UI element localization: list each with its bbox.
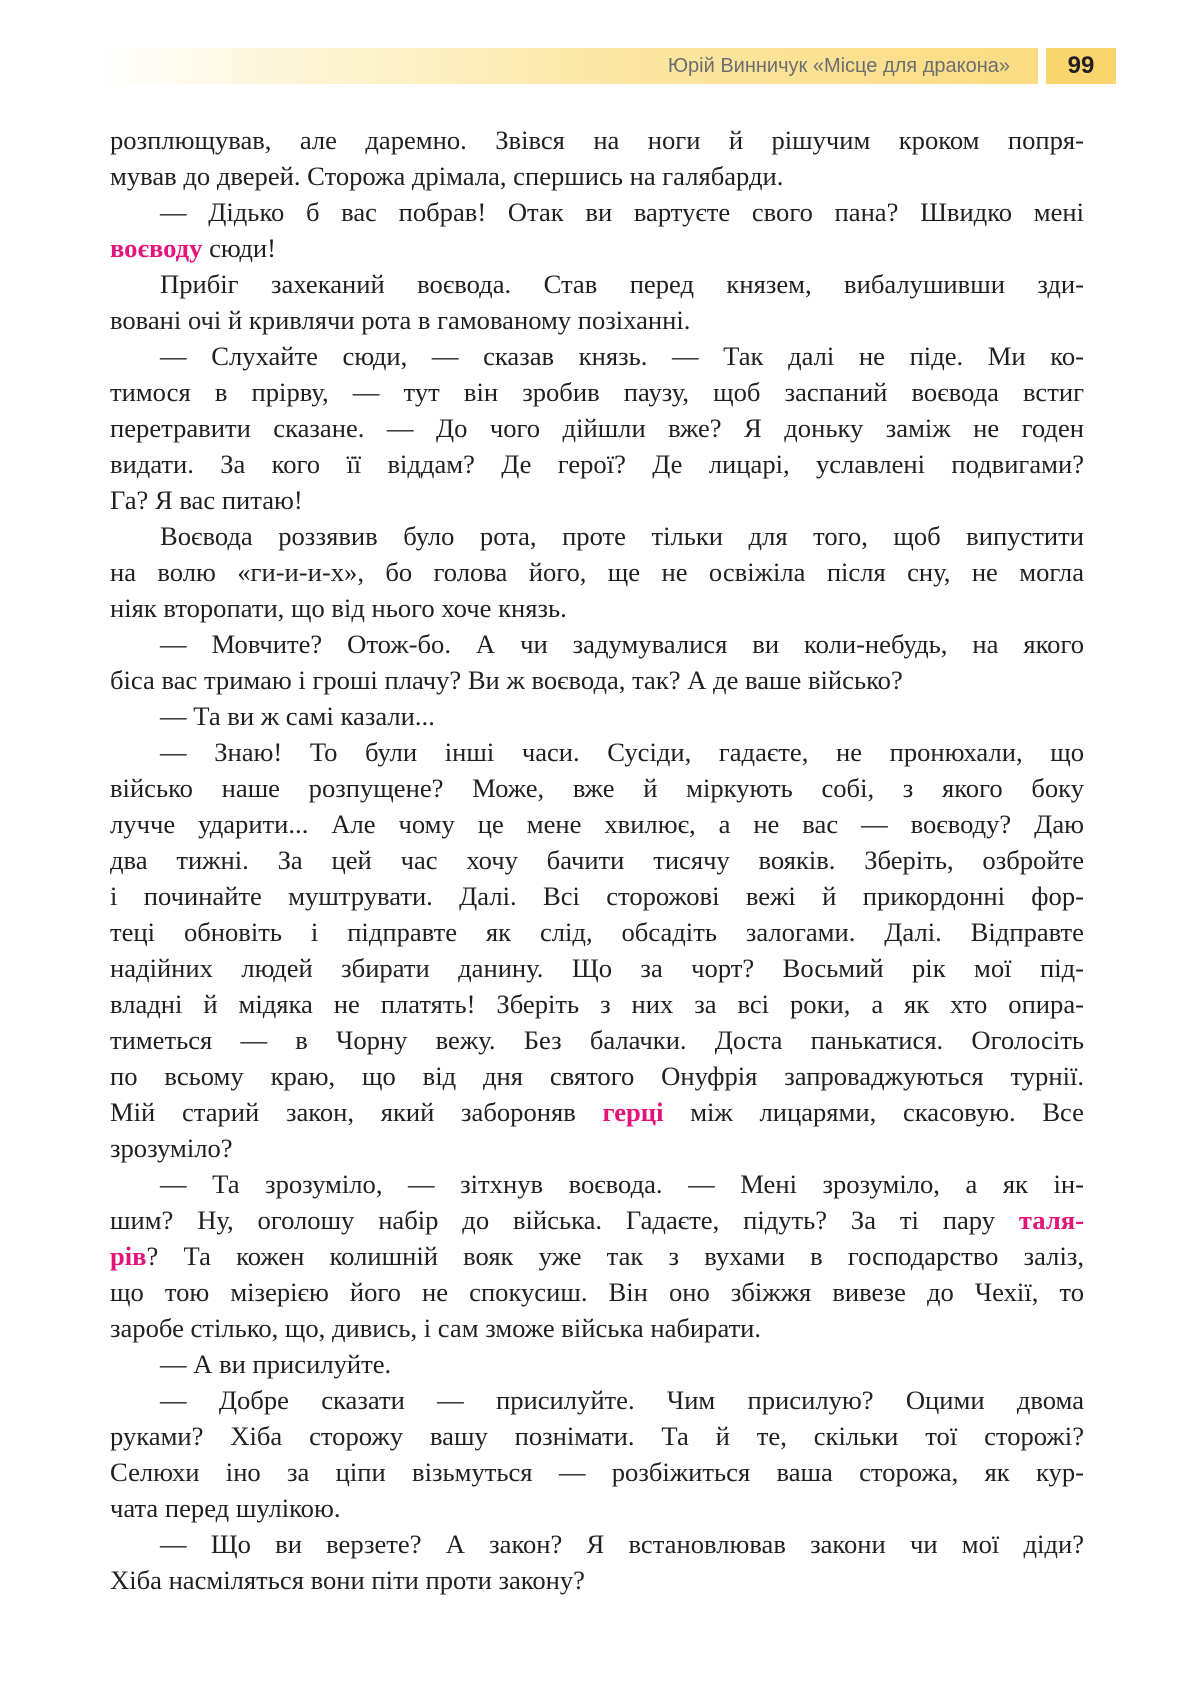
- text-line: [110, 482, 1084, 518]
- text-segment: Хіба насміляться вони піти проти закону?: [110, 1565, 585, 1595]
- text-segment: теці обновіть і підправте як слід, обсадіть залогами. Далі. Відправте: [110, 917, 1084, 947]
- text-line: [110, 950, 1084, 986]
- text-line: [110, 554, 1084, 590]
- text-segment: тимося в прірву, — тут він зробив паузу, щоб заспаний воєвода встиг: [110, 377, 1084, 407]
- text-line: [110, 446, 1084, 482]
- text-segment: владні й мідяка не платять! Зберіть з них за всі роки, а як хто опира-: [110, 989, 1084, 1019]
- text-segment: Га? Я вас питаю!: [110, 485, 303, 515]
- body-text: [110, 122, 1084, 1598]
- glossary-term-link[interactable]: герці: [602, 1097, 664, 1127]
- text-line: [110, 302, 1084, 338]
- text-segment: — Мовчите? Отож-бо. А чи задумувалися ви коли-небудь, на якого: [160, 629, 1084, 659]
- text-segment: зрозуміло?: [110, 1133, 233, 1163]
- text-segment: видати. За кого її віддам? Де герої? Де лицарі, уславлені подвигами?: [110, 449, 1084, 479]
- text-line: [110, 1238, 1084, 1274]
- text-segment: Прибіг захеканий воєвода. Став перед князем, вибалушивши зди-: [160, 269, 1084, 299]
- text-line: [110, 410, 1084, 446]
- glossary-term-link[interactable]: таля-: [1018, 1205, 1084, 1235]
- text-segment: що тою мізерією його не спокусиш. Він оно збіжжя вивезе до Чехії, то: [110, 1277, 1084, 1307]
- text-segment: руками? Хіба сторожу вашу познімати. Та й те, скільки тої сторожі?: [110, 1421, 1084, 1451]
- text-line: [110, 1166, 1084, 1202]
- text-segment: надійних людей збирати данину. Що за чорт? Восьмий рік мої під-: [110, 953, 1084, 983]
- text-line: [110, 194, 1084, 230]
- text-line: [110, 734, 1084, 770]
- text-line: [110, 1454, 1084, 1490]
- text-line: [110, 878, 1084, 914]
- text-segment: на волю «ги-и-и-х», бо голова його, ще не освіжіла після сну, не могла: [110, 557, 1084, 587]
- text-line: [110, 1418, 1084, 1454]
- text-segment: перетравити сказане. — До чого дійшли вже? Я доньку заміж не годен: [110, 413, 1084, 443]
- text-line: [110, 1526, 1084, 1562]
- text-segment: ніяк второпати, що від нього хоче князь.: [110, 593, 567, 623]
- text-segment: тиметься — в Чорну вежу. Без балачки. Доста панькатися. Оголосіть: [110, 1025, 1084, 1055]
- text-line: [110, 1490, 1084, 1526]
- text-line: [110, 1346, 1084, 1382]
- text-segment: чата перед шулікою.: [110, 1493, 341, 1523]
- text-line: [110, 1202, 1084, 1238]
- text-segment: — Слухайте сюди, — сказав князь. — Так далі не піде. Ми ко-: [160, 341, 1084, 371]
- text-line: [110, 1022, 1084, 1058]
- text-segment: — А ви присилуйте.: [160, 1349, 392, 1379]
- text-line: [110, 230, 1084, 266]
- text-segment: — Та зрозуміло, — зітхнув воєвода. — Мені зрозуміло, а як ін-: [160, 1169, 1084, 1199]
- text-line: [110, 1382, 1084, 1418]
- text-line: [110, 662, 1084, 698]
- text-segment: Селюхи іно за ціпи візьмуться — розбіжиться ваша сторожа, як кур-: [110, 1457, 1084, 1487]
- running-header-title: Юрій Винничук «Місце для дракона»: [667, 55, 1010, 77]
- text-line: [110, 842, 1084, 878]
- text-line: [110, 266, 1084, 302]
- text-line: [110, 1130, 1084, 1166]
- text-segment: військо наше розпущене? Може, вже й міркують собі, з якого боку: [110, 773, 1084, 803]
- text-line: [110, 626, 1084, 662]
- text-line: [110, 1562, 1084, 1598]
- text-line: [110, 698, 1084, 734]
- text-line: [110, 518, 1084, 554]
- text-segment: два тижні. За цей час хочу бачити тисячу вояків. Зберіть, озбройте: [110, 845, 1084, 875]
- text-line: [110, 122, 1084, 158]
- text-segment: між лицарями, скасовую. Все: [663, 1097, 1084, 1127]
- text-segment: — Знаю! То були інші часи. Сусіди, гадаєте, не пронюхали, що: [160, 737, 1084, 767]
- text-line: [110, 986, 1084, 1022]
- text-line: [110, 1058, 1084, 1094]
- text-segment: по всьому краю, що від дня святого Онуфрія запроваджуються турнії.: [110, 1061, 1084, 1091]
- text-segment: мував до дверей. Сторожа дрімала, спершись на галябарди.: [110, 161, 784, 191]
- text-segment: і починайте муштрувати. Далі. Всі сторожові вежі й прикордонні фор-: [110, 881, 1084, 911]
- text-line: [110, 806, 1084, 842]
- text-line: [110, 158, 1084, 194]
- glossary-term-link[interactable]: рів: [110, 1241, 147, 1271]
- text-segment: Мій старий закон, який забороняв: [110, 1097, 603, 1127]
- text-segment: вовані очі й кривлячи рота в гамованому позіханні.: [110, 305, 691, 335]
- text-line: [110, 1310, 1084, 1346]
- text-line: [110, 374, 1084, 410]
- text-segment: лучче ударити... Але чому це мене хвилює, а не вас — воєводу? Даю: [110, 809, 1084, 839]
- text-line: [110, 590, 1084, 626]
- text-segment: — Що ви верзете? А закон? Я встановлював закони чи мої діди?: [160, 1529, 1084, 1559]
- text-segment: біса вас тримаю і гроші плачу? Ви ж воєвода, так? А де ваше військо?: [110, 665, 903, 695]
- text-line: [110, 338, 1084, 374]
- text-segment: ? Та кожен колишній вояк уже так з вухами в господарство заліз,: [146, 1241, 1084, 1271]
- text-segment: розплющував, але даремно. Звівся на ноги й рішучим кроком попря-: [110, 125, 1084, 155]
- text-segment: — Дідько б вас побрав! Отак ви вартуєте свого пана? Швидко мені: [160, 197, 1084, 227]
- text-segment: заробе стілько, що, дивись, і сам зможе війська набирати.: [110, 1313, 762, 1343]
- text-line: [110, 770, 1084, 806]
- page-number: 99: [1067, 52, 1095, 79]
- text-line: [110, 1094, 1084, 1130]
- text-segment: Воєвода роззявив було рота, проте тільки для того, щоб випустити: [160, 521, 1084, 551]
- glossary-term-link[interactable]: воєводу: [110, 233, 203, 263]
- text-segment: — Та ви ж самі казали...: [160, 701, 435, 731]
- text-segment: шим? Ну, оголошу набір до війська. Гадаєте, підуть? За ті пару: [110, 1205, 1019, 1235]
- text-line: [110, 914, 1084, 950]
- text-segment: — Добре сказати — присилуйте. Чим присилую? Оцими двома: [160, 1385, 1084, 1415]
- text-line: [110, 1274, 1084, 1310]
- text-segment: сюди!: [202, 233, 277, 263]
